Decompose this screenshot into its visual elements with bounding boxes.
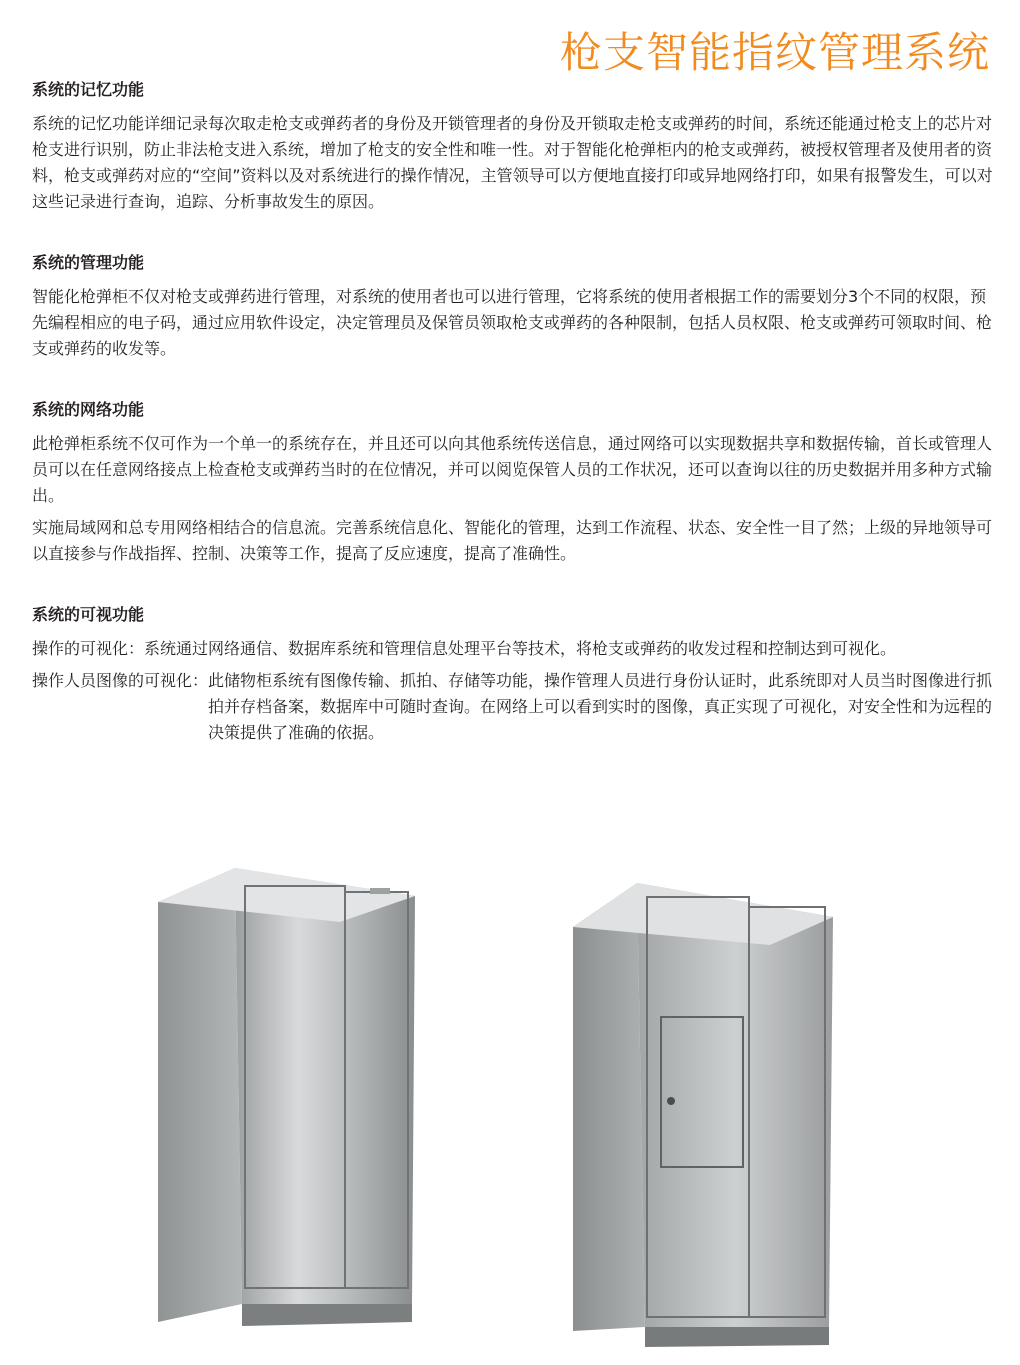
visual-item-desc: 此储物柜系统有图像传输、抓拍、存储等功能，操作管理人员进行身份认证时，此系统即对人员当时图像进行抓拍并存档备案，数据库中可随时查询。在网络上可以看到实时的图像，真正实现了可视化，对安全性和为远程的决策提供了准确的依据。 xyxy=(208,671,993,742)
visual-item xyxy=(32,668,994,746)
section-heading: 系统的管理功能 xyxy=(32,253,145,272)
content xyxy=(32,78,994,752)
section-management xyxy=(32,251,994,362)
section-memory xyxy=(32,78,994,215)
cabinet-photo-left xyxy=(150,860,420,1330)
section-paragraph: 智能化枪弹柜不仅对枪支或弹药进行管理，对系统的使用者也可以进行管理，它将系统的使用者根据工作的需要划分3个不同的权限，预先编程相应的电子码，通过应用软件设定，决定管理员及保管员领取枪支或弹药的各种限制，包括人员权限、枪支或弹药可领取时间、枪支或弹药的收发等。 xyxy=(32,287,993,358)
section-heading: 系统的网络功能 xyxy=(32,400,145,419)
section-paragraph: 此枪弹柜系统不仅可作为一个单一的系统存在，并且还可以向其他系统传送信息，通过网络可以实现数据共享和数据传输，首长或管理人员可以在任意网络接点上检查枪支或弹药当时的在位情况，并可以阅览保管人员的工作状况，还可以查询以往的历史数据并用多种方式输出。 xyxy=(32,434,993,505)
cabinet-photo-right xyxy=(565,875,840,1350)
visual-item-desc: 系统通过网络通信、数据库系统和管理信息处理平台等技术，将枪支或弹药的收发过程和控制达到可视化。 xyxy=(144,639,897,658)
section-paragraph: 实施局域网和总专用网络相结合的信息流。完善系统信息化、智能化的管理，达到工作流程、状态、安全性一目了然；上级的异地领导可以直接参与作战指挥、控制、决策等工作，提高了反应速度，提高了准确性。 xyxy=(32,518,993,563)
page-title: 枪支智能指纹管理系统 xyxy=(559,28,990,77)
visual-item-term: 操作人员图像的可视化： xyxy=(32,671,209,690)
visual-item xyxy=(32,636,994,662)
section-network xyxy=(32,398,994,567)
section-paragraph: 系统的记忆功能详细记录每次取走枪支或弹药者的身份及开锁管理者的身份及开锁取走枪支或弹药的时间，系统还能通过枪支上的芯片对枪支进行识别，防止非法枪支进入系统，增加了枪支的安全性和唯一性。对于智能化枪弹柜内的枪支或弹药，被授权管理者及使用者的资料，枪支或弹药对应的“空间”资料以及对系统进行的操作情况，主管领导可以方便地直接打印或异地网络打印，如果有报警发生，可以对这些记录进行查询，追踪、分析事故发生的原因。 xyxy=(32,114,993,211)
section-heading: 系统的记忆功能 xyxy=(32,80,145,99)
visual-item-term: 操作的可视化： xyxy=(32,639,145,658)
section-visual xyxy=(32,603,994,746)
section-heading: 系统的可视功能 xyxy=(32,605,145,624)
